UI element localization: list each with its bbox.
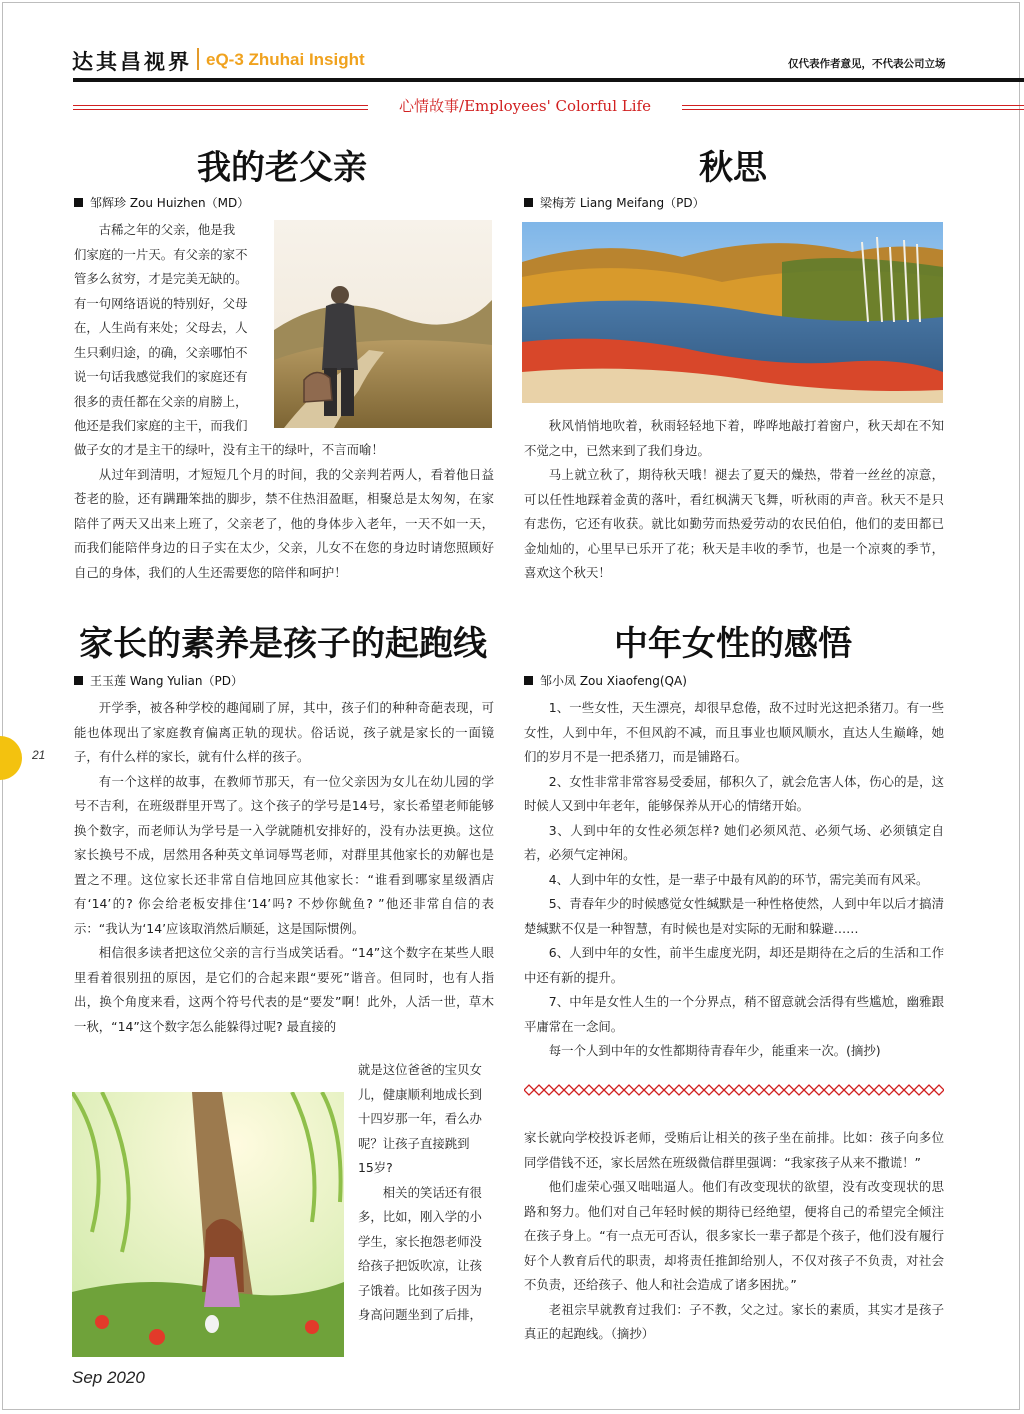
autumn-body xyxy=(524,414,944,586)
paragraph: 2、女性非常非常容易受委屈，郁积久了，就会危害人体，伤心的是，这时候人又到中年老年，能够保养从开心的情绪开始。 xyxy=(524,773,944,813)
text-line: 们家庭的一片天。有父亲的家不 xyxy=(74,246,248,262)
text-line: 家长就向学校投诉老师，受贿后让相关的孩子坐在前排。比如：孩子向多位同学借钱不还，家长居然在班级微信群里强调：“我家孩子从来不撒谎！” xyxy=(524,1130,944,1170)
text-line: 他还是我们家庭的主干，而我们 xyxy=(74,418,248,433)
article-title-father: 我的老父亲 xyxy=(197,148,367,188)
text-line: 古稀之年的父亲，他是我 xyxy=(98,222,236,237)
text-line: 说一句话我感觉我们的家庭还有 xyxy=(74,369,248,384)
bullet-square-icon xyxy=(524,676,533,685)
text-line: 生只剩归途，的确，父亲哪怕不 xyxy=(74,344,248,360)
byline-women-text: 邹小凤 Zou Xiaofeng(QA) xyxy=(540,674,687,688)
text-line: 有一句网络语说的特别好，父母 xyxy=(74,295,248,311)
bullet-square-icon xyxy=(74,676,83,685)
paragraph: 马上就立秋了，期待秋天哦！褪去了夏天的燥热，带着一丝丝的凉意，可以任性地踩着金黄的落叶，看红枫满天飞舞，听秋雨的声音。秋天不是只有悲伤，它还有收获。就比如勤劳而热爱劳动的农民伯伯，他们的麦田都已金灿灿的，心里早已乐开了花；秋天是丰收的季节，也是一个凉爽的季节，喜欢这个秋天！ xyxy=(524,467,944,580)
text-line: 儿，健康顺利地成长到 xyxy=(358,1086,482,1102)
byline-women xyxy=(524,672,687,689)
paragraph: 1、一些女性，天生漂亮，却很早怠倦，敌不过时光这把杀猪刀。有一些女性，人到中年，不但风韵不减，而且事业也顺风顺水，直达人生巅峰，她们的岁月不是一把杀猪刀，而是铺路石。 xyxy=(524,700,944,764)
paragraph: 老祖宗早就教育过我们：子不教，父之过。家长的素质，其实才是孩子真正的起跑线。（摘抄） xyxy=(524,1301,944,1341)
page-number: 21 xyxy=(32,748,46,762)
byline-father-text: 邹辉珍 Zou Huizhen（MD） xyxy=(90,196,250,210)
header-rule xyxy=(73,78,1024,82)
paragraph: 6、人到中年的女性，前半生虚度光阴，却还是期待在之后的生活和工作中还有新的提升。 xyxy=(524,945,944,985)
section-tag xyxy=(368,93,682,119)
byline-autumn xyxy=(524,194,705,211)
women-body xyxy=(524,696,944,1064)
child-illustration xyxy=(72,1092,344,1357)
issue-date: Sep 2020 xyxy=(72,1368,145,1387)
section-label: 心情故事/Employees' Colorful Life xyxy=(399,97,651,115)
paragraph: 4、人到中年的女性，是一辈子中最有风韵的环节，需完美而有风采。 xyxy=(548,871,929,887)
father-body xyxy=(74,438,494,585)
decorative-divider xyxy=(524,1084,944,1096)
paragraph: 7、中年是女性人生的一个分界点，稍不留意就会活得有些尴尬，幽雅跟平庸常在一念间。 xyxy=(524,994,944,1034)
byline-father xyxy=(74,194,249,211)
brand-chinese: 达其昌视界 xyxy=(72,49,192,74)
text-line: 在，人生尚有来处；父母去，人 xyxy=(74,320,248,335)
father-wrap-block xyxy=(74,218,270,439)
paragraph: 有一个这样的故事，在教师节那天，有一位父亲因为女儿在幼儿园的学号不吉利，在班级群里开骂了。这个孩子的学号是14号，家长希望老师能够换个数字，而老师认为学号是一入学就随机安排好的，没有办法更换。这位家长换号不成，居然用各种英文单词辱骂老师，对群里其他家长的劝解也是置之不理。这位家长还非常自信地回应其他家长：“谁看到哪家星级酒店有‘14’的? 你会给老板安排住‘14’吗? 不炒你鱿鱼? ”他还非常自信的表示：“我认为‘14’应该取消然后顺延，这是国际惯例。 xyxy=(74,773,494,936)
paragraph: 3、人到中年的女性必须怎样? 她们必须风范、必须气场、必须镇定自若，必须气定神闲。 xyxy=(524,822,944,862)
brand-english: eQ-3 Zhuhai Insight xyxy=(206,50,365,69)
text-line: 子饿着。比如孩子因为 xyxy=(358,1282,482,1298)
text-line: 学生，家长抱怨老师没 xyxy=(358,1233,482,1249)
article-title-parents: 家长的素养是孩子的起跑线 xyxy=(79,624,487,664)
article-title-autumn: 秋思 xyxy=(699,148,767,188)
autumn-photo xyxy=(522,222,943,403)
text-line: 呢？让孩子直接跳到 xyxy=(358,1135,470,1151)
parents-body xyxy=(74,696,494,1039)
father-photo xyxy=(274,220,492,428)
paragraph: 他们虚荣心强又咄咄逼人。他们有改变现状的欲望，没有改变现状的思路和努力。他们对自己年轻时候的期待已经绝望，便将自己的希望完全倾注在孩子身上。“有一点无可否认，很多家长一辈子都是个孩子，他们没有履行好个人教育后代的职责，却将责任推卸给别人，不仅对孩子不负责，对社会不负责，还给孩子、他人和社会造成了诸多困扰。” xyxy=(524,1179,944,1292)
text-line: 相关的笑话还有很 xyxy=(382,1184,482,1200)
text-line: 十四岁那一年，看么办 xyxy=(358,1111,482,1126)
brand-separator xyxy=(197,48,199,70)
parents-continued xyxy=(524,1126,944,1347)
paragraph: 开学季，被各种学校的趣闻刷了屏，其中，孩子们的种种奇葩表现，可能也体现出了家庭教育偏离正轨的现状。俗话说，孩子就是家长的一面镜子，有什么样的家长，就有什么样的孩子。 xyxy=(74,700,494,764)
text-line: 管多么贫穷，才是完美无缺的。 xyxy=(74,271,248,286)
byline-parents-text: 王玉莲 Wang Yulian（PD） xyxy=(90,674,243,688)
bullet-square-icon xyxy=(524,198,533,207)
text-line: 就是这位爸爸的宝贝女 xyxy=(358,1062,482,1077)
text-line: 给孩子把饭吹凉，让孩 xyxy=(358,1258,482,1273)
paragraph: 5、青春年少的时候感觉女性缄默是一种性格使然，人到中年以后才搞清楚缄默不仅是一种智慧，有时候也是对实际的无耐和躲避…… xyxy=(524,896,944,936)
paragraph: 相信很多读者把这位父亲的言行当成笑话看。“14”这个数字在某些人眼里看着很别扭的原因，是它们的合起来跟“要死”谐音。但同时，也有人指出，换个角度来看，这两个符号代表的是“要发”啊！此外，人活一世，草木一秋，“14”这个数字怎么能躲得过呢? 最直接的 xyxy=(74,945,494,1034)
article-title-women: 中年女性的感悟 xyxy=(614,624,852,664)
text-line: 多，比如，刚入学的小 xyxy=(358,1209,482,1224)
text-line: 很多的责任都在父亲的肩膀上， xyxy=(74,393,248,409)
text-line: 身高问题坐到了后排， xyxy=(358,1307,482,1322)
parents-wrap-block xyxy=(358,1058,496,1328)
text-line: 15岁? xyxy=(358,1160,393,1175)
disclaimer: 仅代表作者意见，不代表公司立场 xyxy=(788,58,946,70)
paragraph: 从过年到清明，才短短几个月的时间，我的父亲判若两人，看着他日益苍老的脸，还有蹒跚笨拙的脚步，禁不住热泪盈眶，相聚总是太匆匆，在家陪伴了两天又出来上班了，父亲老了，他的身体步入老年，一天不如一天，而我们能陪伴身边的日子实在太少，父亲，儿女不在您的身边时请您照顾好自己的身体，我们的人生还需要您的陪伴和呵护！ xyxy=(74,466,494,580)
text-line: 做子女的才是主干的绿叶，没有主干的绿叶，不言而喻！ xyxy=(74,442,384,457)
byline-autumn-text: 梁梅芳 Liang Meifang（PD） xyxy=(540,196,705,210)
byline-parents xyxy=(74,672,243,689)
paragraph: 秋风悄悄地吹着，秋雨轻轻地下着，哗哗地敲打着窗户，秋天却在不知不觉之中，已然来到了我们身边。 xyxy=(524,418,944,458)
paragraph: 每一个人到中年的女性都期待青春年少，能重来一次。(摘抄) xyxy=(548,1043,881,1058)
bullet-square-icon xyxy=(74,198,83,207)
